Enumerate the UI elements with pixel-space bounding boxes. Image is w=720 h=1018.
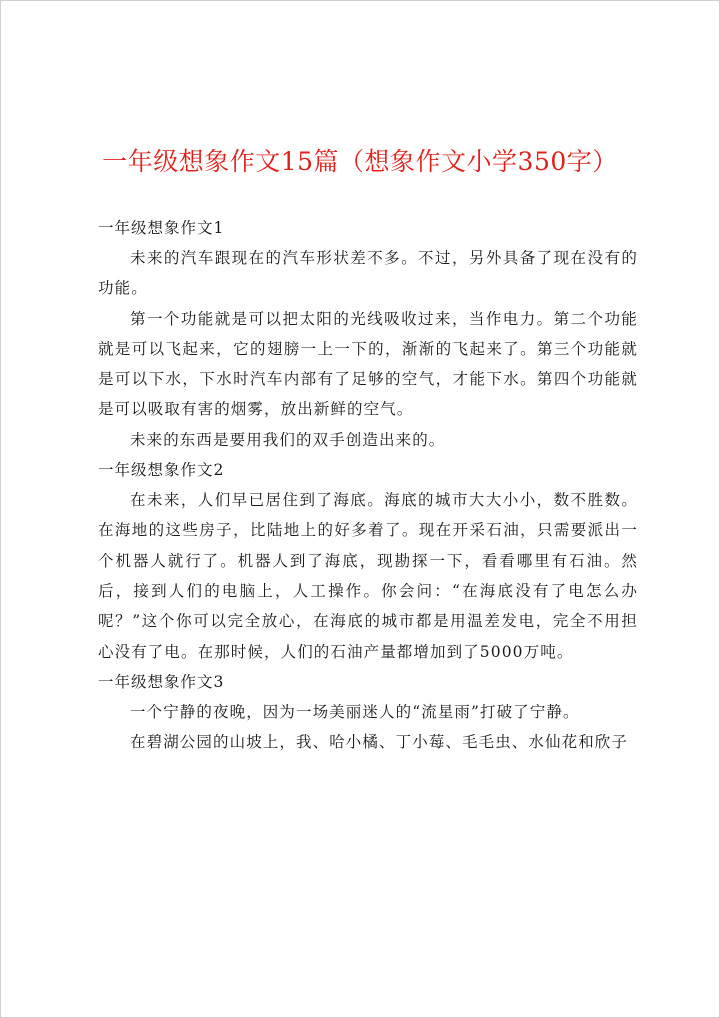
paragraph: 未来的汽车跟现在的汽车形状差不多。不过，另外具备了现在没有的功能。 <box>98 249 638 298</box>
section-essay-1 <box>98 213 638 455</box>
paragraph: 在碧湖公园的山坡上，我、哈小橘、丁小莓、毛毛虫、水仙花和欣子 <box>130 733 629 752</box>
paragraph: 未来的东西是要用我们的双手创造出来的。 <box>130 430 446 449</box>
section-essay-2 <box>98 455 638 667</box>
paragraph: 第一个功能就是可以把太阳的光线吸收过来，当作电力。第二个功能就是可以飞起来，它的翅膀一上一下的，渐渐的飞起来了。第三个功能就是可以下水，下水时汽车内部有了足够的空气，才能下水。第四个功能就是可以吸取有害的烟雾，放出新鲜的空气。 <box>98 309 638 419</box>
paragraph: 一个宁静的夜晚，因为一场美丽迷人的“流星雨”打破了宁静。 <box>130 702 580 721</box>
section-heading: 一年级想象作文1 <box>98 219 225 237</box>
paragraph: 在未来，人们早已居住到了海底。海底的城市大大小小，数不胜数。在海地的这些房子，比陆地上的好多着了。现在开采石油，只需要派出一个机器人就行了。机器人到了海底，现勘探一下，看看哪里有石油。然后，接到人们的电脑上，人工操作。你会问：“在海底没有了电怎么办呢？”这个你可以完全放心，在海底的城市都是用温差发电，完全不用担心没有了电。在那时候，人们的石油产量都增加到了5000万吨。 <box>98 491 638 661</box>
section-heading: 一年级想象作文3 <box>98 672 225 691</box>
document-body <box>98 140 638 757</box>
document-title: 一年级想象作文15篇（想象作文小学350字） <box>102 147 618 176</box>
section-heading: 一年级想象作文2 <box>98 461 225 480</box>
section-essay-3 <box>98 667 638 758</box>
